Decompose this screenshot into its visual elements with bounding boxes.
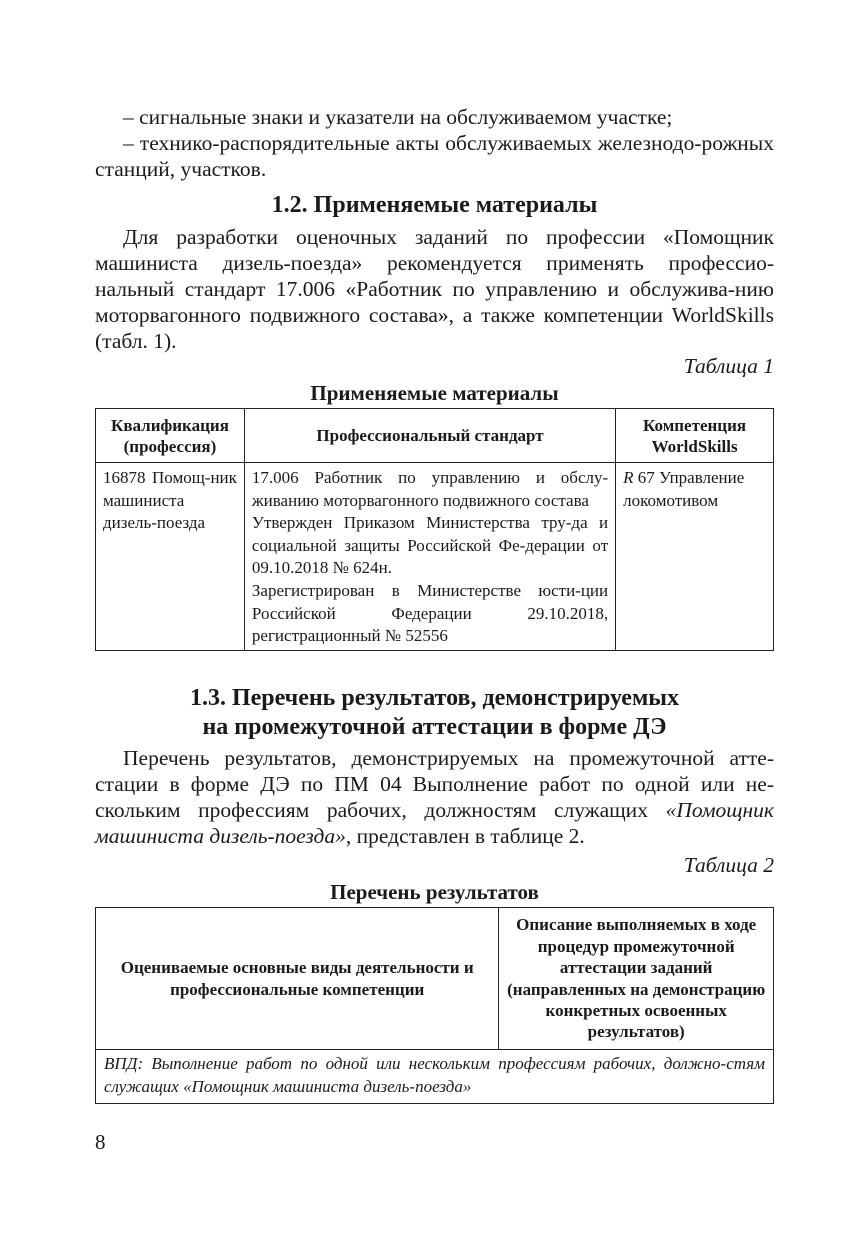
- standard-name: 17.006 Работник по управлению и обслу-живанию моторвагонного подвижного состава: [251, 468, 609, 510]
- list-item: – технико-распорядительные акты обслуживаемых железнодо-рожных станций, участков.: [95, 131, 774, 181]
- results-table: [95, 907, 774, 1104]
- materials-table: [95, 408, 774, 651]
- standard-cell: [244, 463, 615, 651]
- competence-text: 67 Управление локомотивом: [623, 468, 745, 510]
- heading-line: на промежуточной аттестации в форме ДЭ: [202, 714, 667, 740]
- qualification-cell: 16878 Помощ-ник машиниста дизель-поезда: [96, 463, 245, 651]
- table-row: [96, 463, 774, 651]
- heading-line: 1.3. Перечень результатов, демонстрируемых: [189, 685, 680, 711]
- page-number: 8: [95, 1130, 106, 1154]
- table-header: Описание выполняемых в ходе процедур промежуточной аттестации заданий (направленных на демонстрацию конкретных освоенных результатов): [499, 908, 774, 1050]
- vpd-cell: ВПД: Выполнение работ по одной или нескольким профессиям рабочих, должно-стям служащих «Помощник машиниста дизель-поезда»: [96, 1050, 774, 1104]
- table-header: Оцениваемые основные виды деятельности и профессиональные компетенции: [96, 908, 499, 1050]
- table-title: Перечень результатов: [330, 880, 539, 904]
- section-heading: 1.2. Применяемые материалы: [271, 192, 598, 218]
- table-caption: Таблица 2: [683, 853, 774, 877]
- table-header: Квалификация (профессия): [96, 409, 245, 463]
- paragraph-italic: «Помощник машиниста дизель-поезда»: [95, 798, 774, 848]
- table-caption: Таблица 1: [683, 354, 774, 378]
- table-header: Профессиональный стандарт: [244, 409, 615, 463]
- section-paragraph: [95, 745, 774, 849]
- competence-cell: [616, 463, 774, 651]
- standard-approved: Утвержден Приказом Министерства тру-да и социальной защиты Российской Фе-дерации от 09.10.2018 № 624н.: [251, 513, 609, 578]
- intro-list: [95, 104, 774, 182]
- paragraph-text: , представлен в таблице 2.: [345, 824, 585, 848]
- paragraph-text: Перечень результатов, демонстрируемых на промежуточной атте-стации в форме ДЭ по ПМ 04 Выполнение работ по одной или не-скольким профессиям рабочих, должностям служащих: [95, 746, 774, 822]
- section-heading: [95, 684, 774, 742]
- table-header: Компетенция WorldSkills: [616, 409, 774, 463]
- table-title: Применяемые материалы: [310, 381, 559, 405]
- standard-registered: Зарегистрирован в Министерстве юсти-ции Российской Федерации 29.10.2018, регистрационный № 52556: [251, 580, 609, 646]
- list-item: – сигнальные знаки и указатели на обслуживаемом участке;: [123, 105, 673, 129]
- section-paragraph: Для разработки оценочных заданий по профессии «Помощник машиниста дизель-поезда» рекомендуется применять профессио-нальный стандарт 17.006 «Работник по управлению и обслужива-нию моторвагонного подвижного состава», а также компетенции WorldSkills (табл. 1).: [95, 225, 774, 353]
- table-row: [96, 1050, 774, 1104]
- competence-code: R: [623, 468, 634, 487]
